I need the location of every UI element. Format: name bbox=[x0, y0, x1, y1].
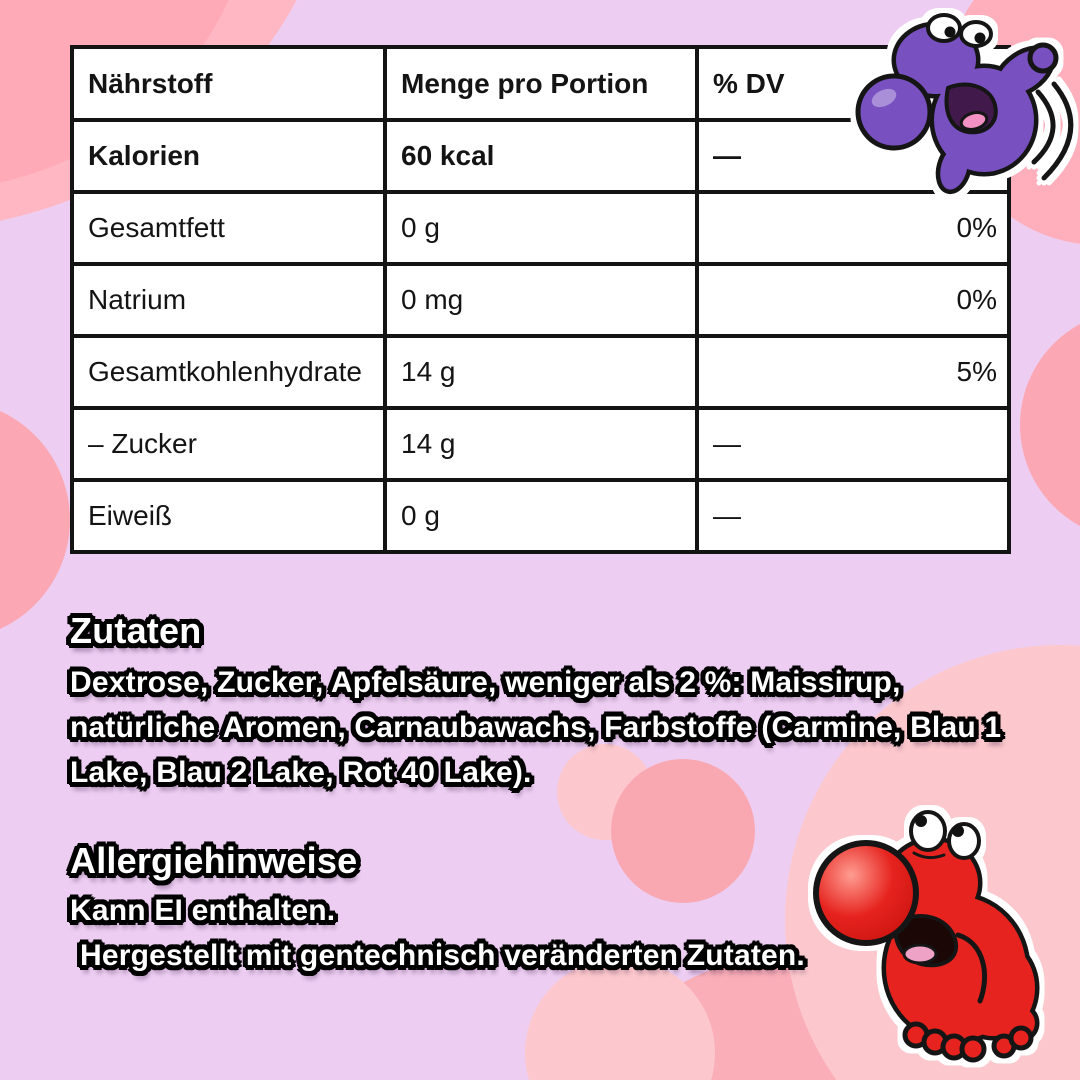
nose-icon bbox=[816, 843, 916, 943]
nutrient-name: Kalorien bbox=[72, 120, 385, 192]
tongue-icon bbox=[904, 945, 936, 963]
nutrient-row bbox=[72, 480, 1009, 552]
bg-circle-left-middle bbox=[0, 400, 70, 640]
col-header-dv: % DV bbox=[697, 47, 1009, 120]
nutrient-name: Gesamtfett bbox=[72, 192, 385, 264]
allergy-line-2: Hergestellt mit gentechnisch veränderten Zutaten. bbox=[80, 939, 805, 972]
nutrient-dv: — bbox=[697, 120, 1009, 192]
red-gummy-mascot-icon bbox=[808, 783, 1058, 1078]
purple-gummy-mascot-icon bbox=[836, 0, 1080, 200]
nutrient-row bbox=[72, 336, 1009, 408]
col-header-nutrient: Nährstoff bbox=[72, 47, 385, 120]
nutrient-dv: 0% bbox=[697, 192, 1009, 264]
nutrient-dv: 0% bbox=[697, 264, 1009, 336]
allergy-line-1: Kann EI enthalten. bbox=[70, 894, 336, 927]
ingredients-heading: Zutaten bbox=[70, 610, 202, 651]
nutrient-name: Eiweiß bbox=[72, 480, 385, 552]
nutrient-row bbox=[72, 408, 1009, 480]
ingredients-text: Dextrose, Zucker, Apfelsäure, weniger als 2 %: Maissirup, natürliche Aromen, Carnaubawachs, Farbstoffe (Carmine, Blau 1 Lake, Blau 2 Lake, Rot 40 Lake). bbox=[70, 666, 1002, 789]
nutrient-amount: 0 g bbox=[385, 192, 697, 264]
nutrient-amount: 0 g bbox=[385, 480, 697, 552]
nutrient-name: Natrium bbox=[72, 264, 385, 336]
bg-circle-right-middle bbox=[1020, 310, 1080, 540]
nutrient-dv: 5% bbox=[697, 336, 1009, 408]
nutrient-amount: 14 g bbox=[385, 408, 697, 480]
motion-swoosh-icon bbox=[1034, 84, 1071, 178]
nutrient-dv: — bbox=[697, 480, 1009, 552]
nutrient-row bbox=[72, 192, 1009, 264]
nutrient-name: – Zucker bbox=[72, 408, 385, 480]
nutrient-name: Gesamtkohlenhydrate bbox=[72, 336, 385, 408]
nutrient-dv: — bbox=[697, 408, 1009, 480]
nutrient-row bbox=[72, 264, 1009, 336]
nutrient-amount: 60 kcal bbox=[385, 120, 697, 192]
bg-circle-bottom-light bbox=[525, 958, 715, 1080]
nutrient-amount: 14 g bbox=[385, 336, 697, 408]
nutrient-amount: 0 mg bbox=[385, 264, 697, 336]
allergy-heading: Allergiehinweise bbox=[70, 840, 358, 881]
col-header-amount: Menge pro Portion bbox=[385, 47, 697, 120]
